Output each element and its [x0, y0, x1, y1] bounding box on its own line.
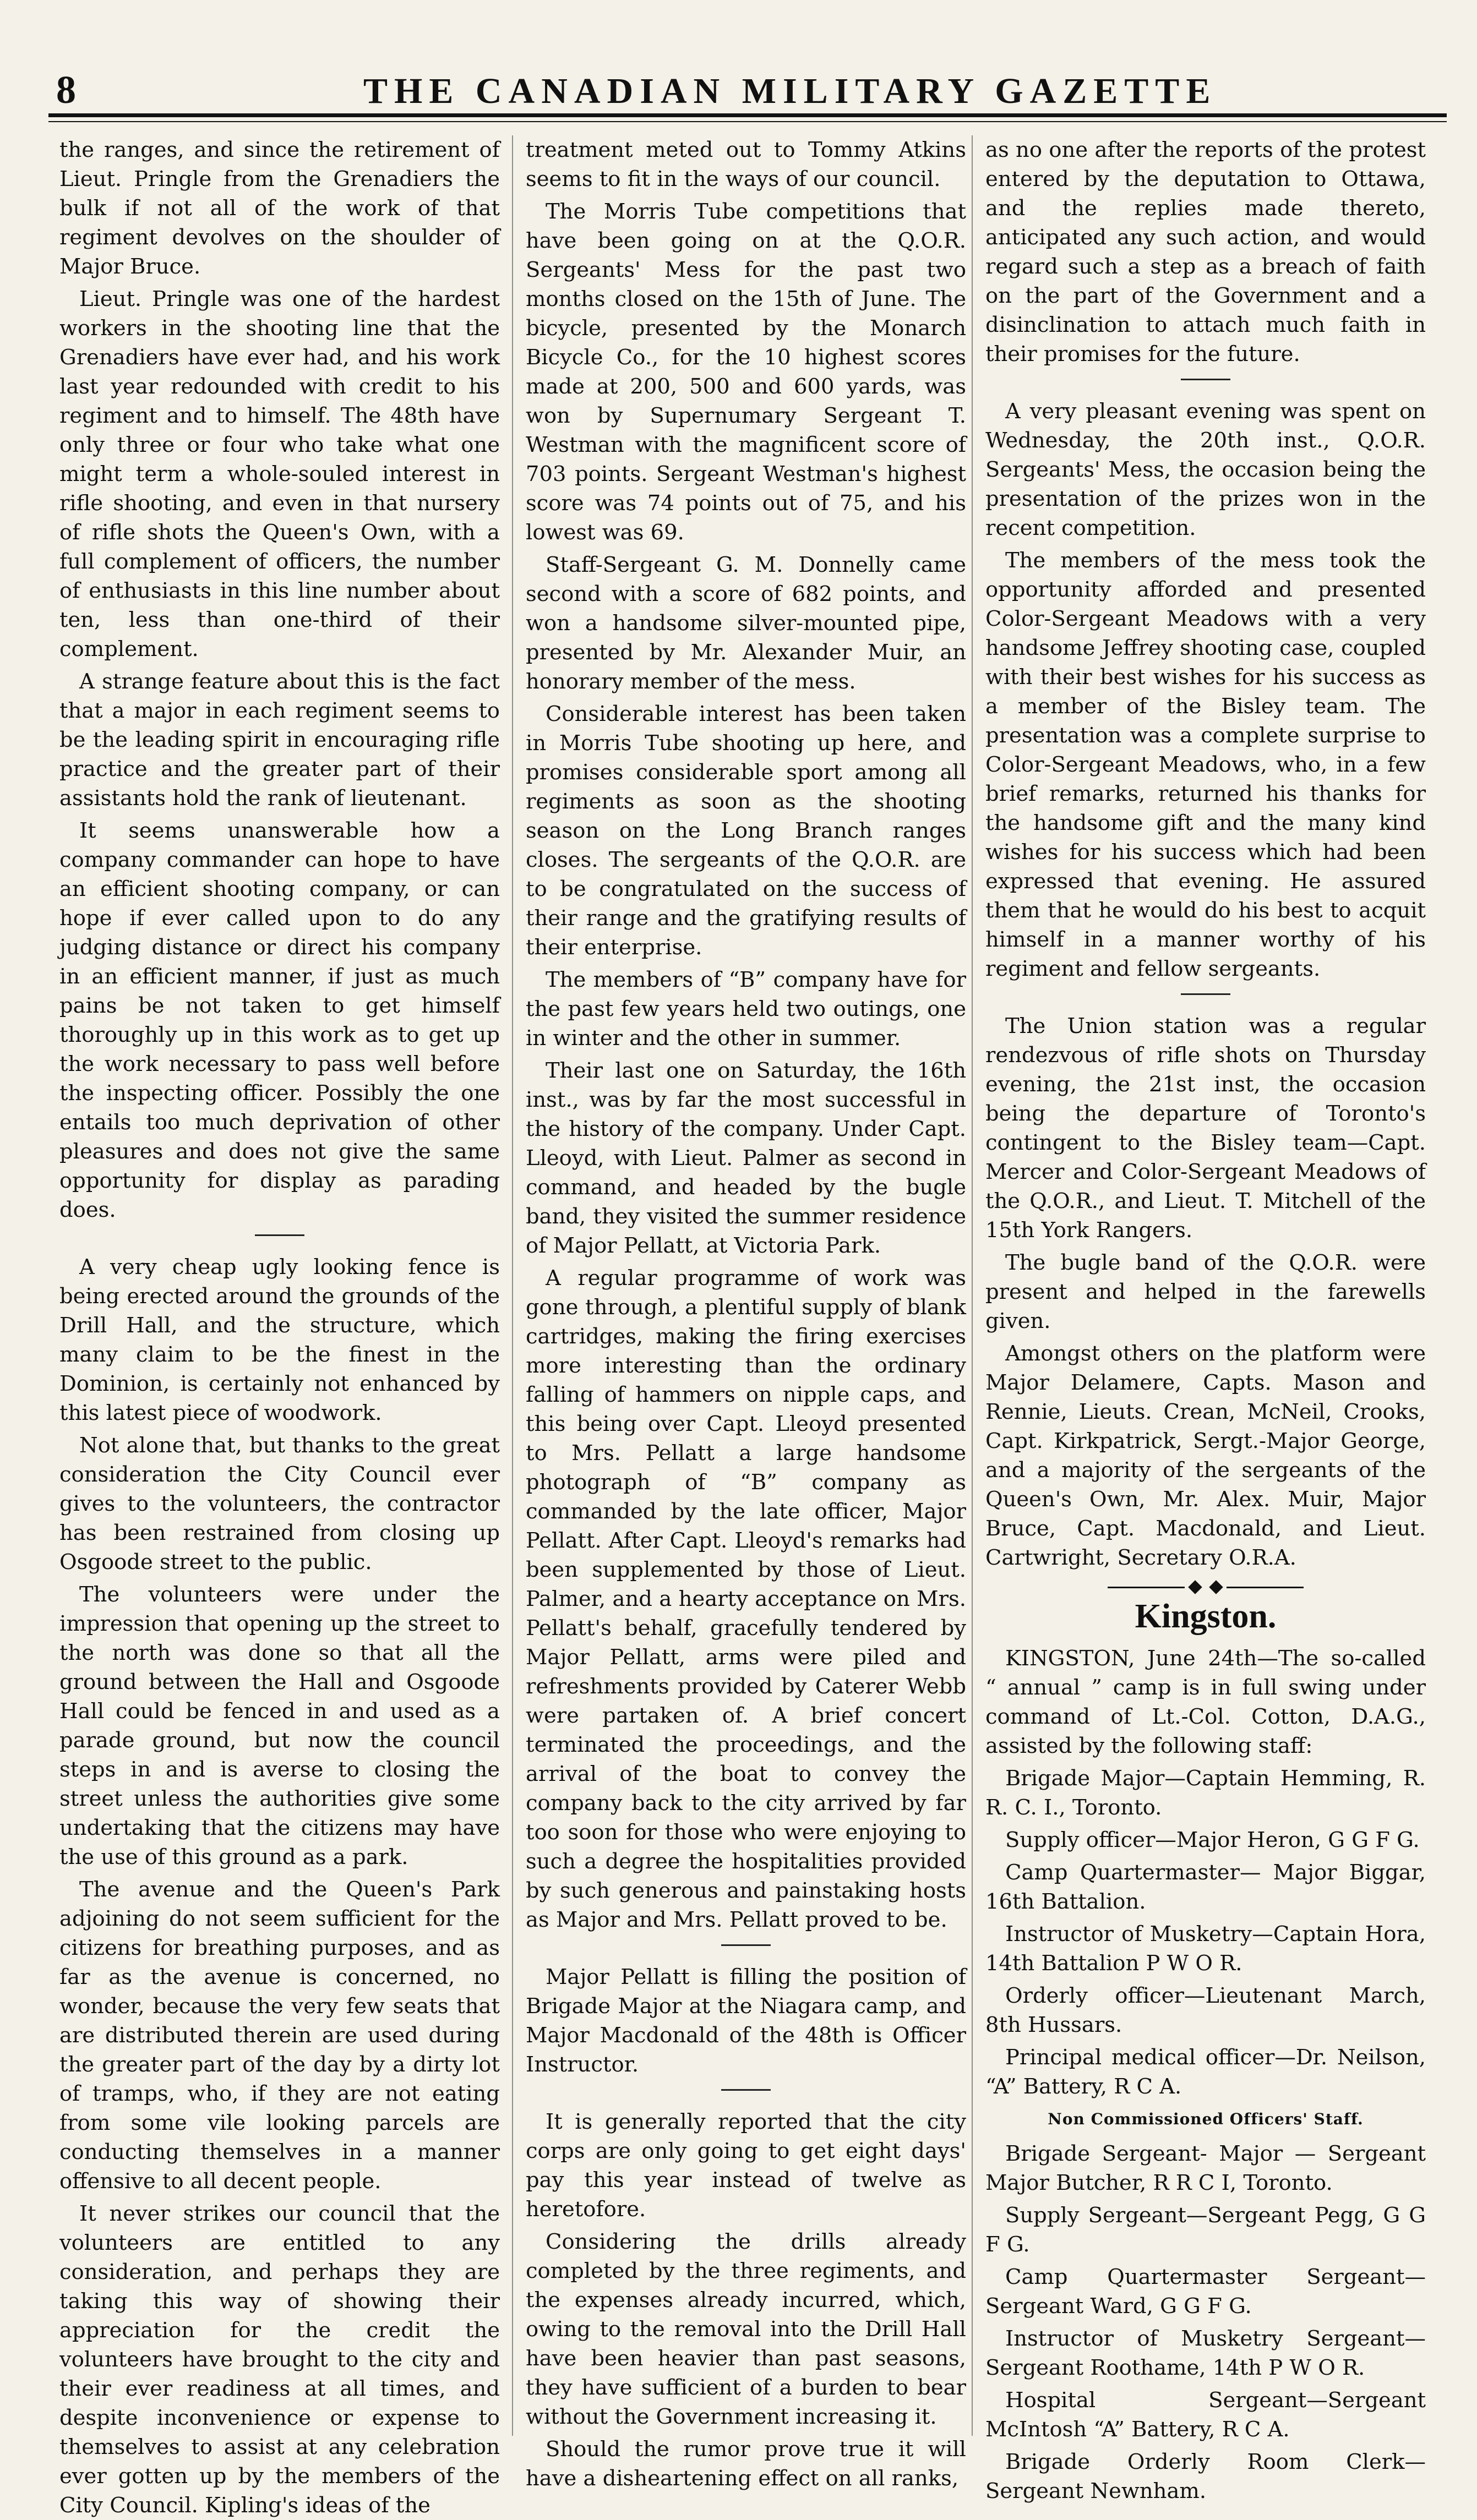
paragraph: Supply officer—Major Heron, G G F G.: [1005, 1828, 1420, 1852]
paragraph: The Union station was a regular rendezvous of rifle shots on Thursday evening, the 21st inst, the occasion being the departure of Toronto's contingent to the Bisley team—Capt. Mercer and Color-Sergeant Meadows of the Q.O.R., and Lieut. T. Mitchell of the 15th York Rangers.: [985, 1014, 1426, 1243]
section-divider: [1181, 379, 1230, 380]
paragraph: Camp Quartermaster Sergeant—Sergeant Ward, G G F G.: [985, 2265, 1426, 2319]
paragraph: Orderly officer—Lieutenant March, 8th Hussars.: [985, 1983, 1426, 2037]
column-divider: [512, 135, 513, 2436]
paragraph: treatment meted out to Tommy Atkins seems to fit in the ways of our council.: [526, 138, 966, 192]
paragraph: Brigade Orderly Room Clerk—Sergeant Newnham.: [985, 2450, 1426, 2503]
paragraph: Instructor of Musketry—Captain Hora, 14th Battalion P W O R.: [985, 1922, 1426, 1976]
paragraph: A very cheap ugly looking fence is being erected around the grounds of the Drill Hall, and the structure, which many claim to be the finest in the Dominion, is certainly not enhanced by this latest piece of woodwork.: [59, 1255, 500, 1425]
paragraph: Instructor of Musketry Sergeant—Sergeant Roothame, 14th P W O R.: [985, 2326, 1426, 2380]
paragraph: The bugle band of the Q.O.R. were present and helped in the farewells given.: [985, 1250, 1426, 1333]
paragraph: Not alone that, but thanks to the great consideration the City Council ever gives to the volunteers, the contractor has been restrained from closing up Osgoode street to the public.: [59, 1433, 500, 1575]
paragraph: Hospital Sergeant—Sergeant McIntosh “A” Battery, R C A.: [985, 2388, 1426, 2442]
paragraph: The Morris Tube competitions that have been going on at the Q.O.R. Sergeants' Mess for the past two months closed on the 15th of June. The bicycle, presented by the Monarch Bicycle Co., for the 10 highest scores made at 200, 500 and 600 yards, was won by Supernumary Sergeant T. Westman with the magnificent score of 703 points. Sergeant Westman's highest score was 74 points out of 75, and his lowest was 69.: [526, 199, 966, 545]
paragraph: Camp Quartermaster— Major Biggar, 16th Battalion.: [985, 1860, 1426, 1914]
paragraph: Their last one on Saturday, the 16th inst., was by far the most successful in the history of the company. Under Capt. Lleoyd, with Lieut. Palmer as second in command, and headed by the bugle band, they visited the summer residence of Major Pellatt, at Victoria Park.: [526, 1058, 966, 1258]
paragraph: Brigade Sergeant- Major — Sergeant Major Butcher, R R C I, Toronto.: [985, 2141, 1426, 2195]
paragraph: Considerable interest has been taken in Morris Tube shooting up here, and promises considerable sport among all regiments as soon as the shooting season on the Long Branch ranges closes. The sergeants of the Q.O.R. are to be congratulated on the success of their range and the gratifying results of their enterprise.: [526, 702, 966, 960]
paragraph: KINGSTON, June 24th—The so-called “ annual ” camp is in full swing under command of Lt.-Col. Cotton, D.A.G., assisted by the following staff:: [985, 1646, 1426, 1758]
ornament-diamond-icon: [1188, 1580, 1202, 1594]
ornament-diamond-icon: [1209, 1580, 1223, 1594]
nco-staff-heading: Non Commissioned Officers' Staff.: [1048, 2110, 1364, 2128]
masthead-title: THE CANADIAN MILITARY GAZETTE: [363, 71, 1217, 111]
section-divider: [255, 1234, 304, 1236]
column-2: [526, 135, 966, 2491]
paragraph: Supply Sergeant—Sergeant Pegg, G G F G.: [985, 2203, 1426, 2257]
column-divider: [972, 135, 973, 2436]
ornament-line: [1227, 1587, 1304, 1588]
paragraph: the ranges, and since the retirement of Lieut. Pringle from the Grenadiers the bulk if not all of the work of that regiment devolves on the shoulder of Major Bruce.: [59, 138, 500, 279]
paragraph: Staff-Sergeant G. M. Donnelly came second with a score of 682 points, and won a handsome silver-mounted pipe, presented by Mr. Alexander Muir, an honorary member of the mess.: [526, 553, 966, 694]
paragraph: Considering the drills already completed by the three regiments, and the expenses already incurred, which, owing to the removal into the Drill Hall have been heavier than past seasons, they have sufficient of a burden to bear without the Government increasing it.: [526, 2229, 966, 2429]
paragraph: Should the rumor prove true it will have a disheartening effect on all ranks,: [526, 2437, 966, 2491]
paragraph: It is generally reported that the city corps are only going to get eight days' pay this year instead of twelve as heretofore.: [526, 2109, 966, 2222]
section-divider: [721, 1944, 771, 1946]
paragraph: It never strikes our council that the volunteers are entitled to any consideration, and perhaps they are taking this way of showing their appreciation for the credit the volunteers have brought to the city and their ever readiness at all times, and despite inconvenience or expense to themselves to assist at any celebration ever gotten up by the members of the City Council. Kipling's ideas of the: [59, 2201, 500, 2518]
paragraph: Major Pellatt is filling the position of Brigade Major at the Niagara camp, and Major Macdonald of the 48th is Officer Instructor.: [526, 1965, 966, 2077]
section-divider: [1181, 993, 1230, 995]
paragraph: A very pleasant evening was spent on Wednesday, the 20th inst., Q.O.R. Sergeants' Mess, the occasion being the presentation of the prizes won in the recent competition.: [985, 399, 1426, 540]
paragraph: as no one after the reports of the protest entered by the deputation to Ottawa, and the replies made thereto, anticipated any such action, and would regard such a step as a breach of faith on the part of the Government and a disinclination to attach much faith in their promises for the future.: [985, 138, 1426, 367]
paragraph: A strange feature about this is the fact that a major in each regiment seems to be the leading spirit in encouraging rifle practice and the greater part of their assistants hold the rank of lieutenant.: [59, 669, 500, 811]
header-rule-thin: [48, 121, 1447, 122]
ornament-line: [1108, 1587, 1185, 1588]
page-number: 8: [56, 68, 76, 112]
header-rule-thick: [48, 113, 1447, 117]
column-1: [59, 135, 500, 2518]
column-3: [985, 135, 1426, 2503]
section-divider: [721, 2089, 771, 2091]
heading-ornament: [985, 1582, 1426, 1592]
paragraph: Amongst others on the platform were Major Delamere, Capts. Mason and Rennie, Lieuts. Crean, McNeil, Crooks, Capt. Kirkpatrick, Sergt.-Major George, and a majority of the sergeants of the Queen's Own, Mr. Alex. Muir, Major Bruce, Capt. Macdonald, and Lieut. Cartwright, Secretary O.R.A.: [985, 1341, 1426, 1570]
paragraph: The members of “B” company have for the past few years held two outings, one in winter and the other in summer.: [526, 967, 966, 1051]
paragraph: A regular programme of work was gone through, a plentiful supply of blank cartridges, making the firing exercises more interesting than the ordinary falling of hammers on nipple caps, and this being over Capt. Lleoyd presented to Mrs. Pellatt a large handsome photograph of “B” company as commanded by the late officer, Major Pellatt. After Capt. Lleoyd's remarks had been supplemented by those of Lieut. Palmer, and a hearty acceptance on Mrs. Pellatt's behalf, gracefully tendered by Major Pellatt, arms were piled and refreshments provided by Caterer Webb were partaken of. A brief concert terminated the proceedings, and the arrival of the boat to convey the company back to the city arrived by far too soon for those who were enjoying to such a degree the hospitalities provided by such generous and painstaking hosts as Major and Mrs. Pellatt proved to be.: [526, 1266, 966, 1932]
paragraph: Lieut. Pringle was one of the hardest workers in the shooting line that the Grenadiers have ever had, and his work last year redounded with credit to his regiment and to himself. The 48th have only three or four who take what one might term a whole-souled interest in rifle shooting, and even in that nursery of rifle shots the Queen's Own, with a full complement of officers, the number of enthusiasts in this line number about ten, less than one-third of their complement.: [59, 287, 500, 662]
kingston-heading: Kingston.: [1135, 1598, 1277, 1635]
paragraph: The avenue and the Queen's Park adjoining do not seem sufficient for the citizens for breathing purposes, and as far as the avenue is concerned, no wonder, because the very few seats that are distributed therein are used during the greater part of the day by a dirty lot of tramps, who, if they are not eating from some vile looking parcels are conducting themselves in a manner offensive to all decent people.: [59, 1877, 500, 2194]
paragraph: The volunteers were under the impression that opening up the street to the north was done so that all the ground between the Hall and Osgoode Hall could be fenced in and used as a parade ground, but now the council steps in and is averse to closing the street unless the authorities give some undertaking that the citizens may have the use of this ground as a park.: [59, 1582, 500, 1869]
paragraph: The members of the mess took the opportunity afforded and presented Color-Sergeant Meadows with a very handsome Jeffrey shooting case, coupled with their best wishes for his success as a member of the Bisley team. The presentation was a complete surprise to Color-Sergeant Meadows, who, in a few brief remarks, returned his thanks for the handsome gift and the many kind wishes for his success which had been expressed that evening. He assured them that he would do his best to acquit himself in a manner worthy of his regiment and fellow sergeants.: [985, 548, 1426, 981]
paragraph: It seems unanswerable how a company commander can hope to have an efficient shooting company, or can hope if ever called upon to do any judging distance or direct his company in an efficient manner, if just as much pains be not taken to get himself thoroughly up in this work as to get up the work necessary to pass well before the inspecting officer. Possibly the one entails too much deprivation of other pleasures and does not give the same opportunity for display as parading does.: [59, 818, 500, 1222]
paragraph: Principal medical officer—Dr. Neilson, “A” Battery, R C A.: [985, 2045, 1426, 2099]
paragraph: Brigade Major—Captain Hemming, R. R. C. I., Toronto.: [985, 1766, 1426, 1820]
